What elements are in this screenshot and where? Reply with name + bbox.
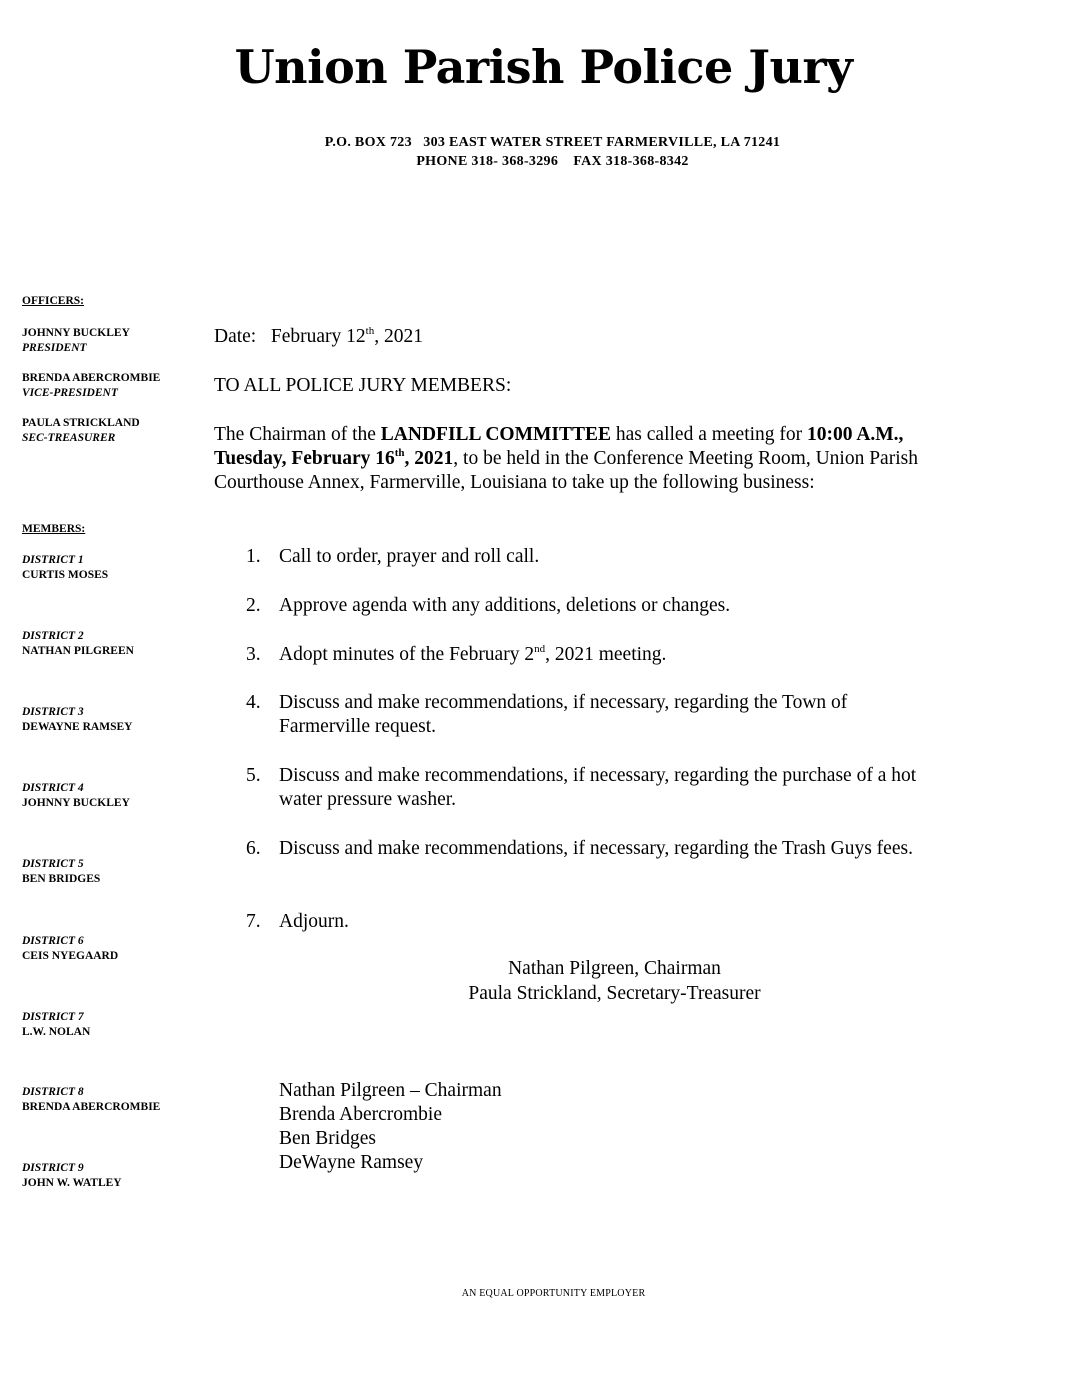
committee-member: Brenda Abercrombie — [279, 1104, 442, 1125]
agenda-number: 7. — [246, 911, 261, 932]
agenda-text-part: Adopt minutes of the February 2 — [279, 644, 535, 665]
member-entry — [22, 629, 134, 659]
agenda-text-part: , 2021 meeting. — [545, 644, 667, 665]
member-name: JOHNNY BUCKLEY — [22, 797, 130, 809]
document-title: Union Parish Police Jury — [234, 40, 853, 94]
member-name: BEN BRIDGES — [22, 873, 101, 885]
member-entry — [22, 1010, 90, 1040]
agenda-number: 3. — [246, 644, 261, 665]
agenda-number: 1. — [246, 546, 261, 567]
date-label: Date: — [214, 326, 257, 347]
committee-member: Ben Bridges — [279, 1128, 376, 1149]
para-text: The Chairman of the — [214, 424, 381, 445]
district-label: DISTRICT 8 — [22, 1086, 84, 1098]
officer-role: PRESIDENT — [22, 342, 87, 354]
officer-entry — [22, 326, 130, 356]
member-name: CURTIS MOSES — [22, 569, 109, 581]
footer-text: AN EQUAL OPPORTUNITY EMPLOYER — [461, 1288, 646, 1299]
agenda-item — [246, 837, 966, 861]
agenda-text: Call to order, prayer and roll call. — [279, 546, 540, 567]
agenda-text: Discuss and make recommendations, if necessary, regarding the Trash Guys fees. — [279, 838, 913, 859]
agenda-item — [246, 764, 966, 812]
district-label: DISTRICT 7 — [22, 1011, 84, 1023]
officer-role: VICE-PRESIDENT — [22, 387, 118, 399]
member-entry — [22, 1161, 122, 1191]
para-text: , to be held in the Conference Meeting Room, Union Parish Courthouse Annex, Farmerville, Louisiana to take up the following business: — [214, 448, 918, 493]
agenda-number: 5. — [246, 765, 261, 786]
member-entry — [22, 781, 130, 811]
district-label: DISTRICT 9 — [22, 1162, 84, 1174]
signature-chairman: Nathan Pilgreen, Chairman — [508, 958, 721, 979]
officer-role: SEC-TREASURER — [22, 432, 116, 444]
para-text: has called a meeting for — [611, 424, 808, 445]
district-label: DISTRICT 4 — [22, 782, 84, 794]
agenda-text: Discuss and make recommendations, if necessary, regarding the Town of Farmerville request. — [279, 692, 848, 737]
officer-entry — [22, 416, 140, 446]
district-label: DISTRICT 6 — [22, 935, 84, 947]
committee-member: Nathan Pilgreen – Chairman — [279, 1080, 502, 1101]
committee-member: DeWayne Ramsey — [279, 1152, 424, 1173]
member-name: L.W. NOLAN — [22, 1026, 91, 1038]
officer-name: PAULA STRICKLAND — [22, 417, 140, 429]
member-entry — [22, 857, 100, 887]
meeting-notice-paragraph — [214, 423, 954, 495]
officer-name: BRENDA ABERCROMBIE — [22, 372, 161, 384]
address-line: P.O. BOX 723 303 EAST WATER STREET FARMERVILLE, LA 71241 — [324, 135, 781, 150]
district-label: DISTRICT 3 — [22, 706, 84, 718]
agenda-item — [246, 545, 966, 569]
agenda-item — [246, 691, 966, 739]
agenda-text: Adjourn. — [279, 911, 349, 932]
officer-name: JOHNNY BUCKLEY — [22, 327, 130, 339]
district-label: DISTRICT 5 — [22, 858, 84, 870]
meeting-year: , 2021 — [404, 448, 454, 469]
agenda-item — [246, 910, 966, 934]
committee-name: LANDFILL COMMITTEE — [380, 424, 612, 445]
agenda-text: Approve agenda with any additions, deletions or changes. — [279, 595, 731, 616]
date-suffix: th — [365, 324, 375, 337]
officers-heading: OFFICERS: — [22, 295, 84, 307]
member-entry — [22, 553, 108, 583]
phone-fax-line: PHONE 318- 368-3296 FAX 318-368-8342 — [416, 154, 689, 169]
agenda-number: 4. — [246, 692, 261, 713]
district-label: DISTRICT 2 — [22, 630, 84, 642]
member-name: NATHAN PILGREEN — [22, 645, 134, 657]
member-name: DEWAYNE RAMSEY — [22, 721, 133, 733]
agenda-text — [279, 643, 966, 667]
member-name: BRENDA ABERCROMBIE — [22, 1101, 161, 1113]
officer-entry — [22, 371, 160, 401]
agenda-date-suffix: nd — [534, 642, 546, 655]
member-entry — [22, 1085, 160, 1115]
salutation: TO ALL POLICE JURY MEMBERS: — [214, 375, 512, 396]
members-heading: MEMBERS: — [22, 523, 86, 535]
meeting-date-suffix: th — [394, 446, 405, 459]
date-value: February 12 — [270, 326, 366, 347]
agenda-item — [246, 643, 966, 667]
member-name: JOHN W. WATLEY — [22, 1177, 122, 1189]
letter-date — [214, 325, 423, 349]
agenda-text: Discuss and make recommendations, if necessary, regarding the purchase of a hot water pressure washer. — [279, 765, 917, 810]
date-year: , 2021 — [374, 326, 423, 347]
agenda-item — [246, 594, 966, 618]
signature-secretary: Paula Strickland, Secretary-Treasurer — [468, 983, 761, 1004]
meeting-time-text: 10:00 A.M., Tuesday, February 16 — [214, 424, 904, 469]
agenda-number: 2. — [246, 595, 261, 616]
member-entry — [22, 705, 132, 735]
agenda-number: 6. — [246, 838, 261, 859]
district-label: DISTRICT 1 — [22, 554, 84, 566]
member-name: CEIS NYEGAARD — [22, 950, 119, 962]
